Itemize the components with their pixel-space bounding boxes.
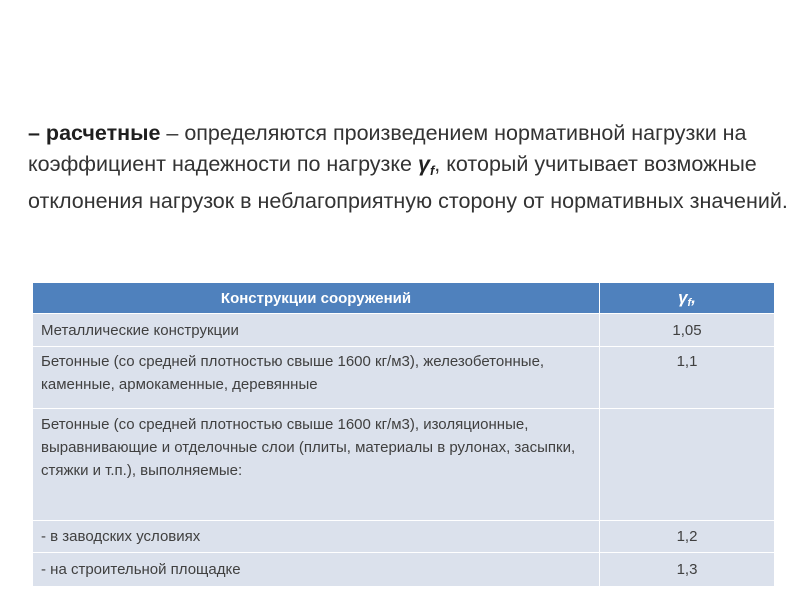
row-label: Бетонные (со средней плотностью свыше 1600 кг/м3), изоляционные, выравнивающие и отделочные слои (плиты, материалы в рулонах, засыпки, стяжки и т.п.), выполняемые: [33, 409, 600, 521]
gamma-f-symbol [418, 152, 434, 176]
intro-paragraph [28, 118, 788, 217]
row-label: - на строительной площадке [33, 553, 600, 587]
header-gamma-f [600, 283, 775, 314]
row-value: 1,05 [600, 314, 775, 347]
row-label: Металлические конструкции [33, 314, 600, 347]
row-value: 1,1 [600, 347, 775, 409]
load-factor-table [32, 282, 775, 587]
gamma-subscript: f [429, 163, 435, 178]
table-header-row [33, 283, 775, 314]
row-label: - в заводских условиях [33, 521, 600, 553]
intro-text-end: который учитывает возможные отклонения нагрузок в неблагоприятную сторону от нормативных значений. [28, 152, 788, 213]
intro-text: – определяются произведением нормативной нагрузки на коэффициент надежности по нагрузке [28, 121, 747, 176]
row-value [600, 409, 775, 521]
intro-comma: , [434, 152, 441, 176]
intro-lead: – расчетные [28, 121, 161, 145]
header-gamma-subscript: f [687, 296, 692, 309]
table-row [33, 409, 775, 521]
table-row [33, 347, 775, 409]
row-label: Бетонные (со средней плотностью свыше 1600 кг/м3), железобетонные, каменные, армокаменные, деревянные [33, 347, 600, 409]
gamma-symbol: γ [417, 152, 430, 176]
header-gamma-comma: , [691, 287, 696, 307]
row-value: 1,2 [600, 521, 775, 553]
table-row [33, 553, 775, 587]
table-row [33, 314, 775, 347]
header-gamma-symbol: γ [678, 287, 688, 307]
row-value: 1,3 [600, 553, 775, 587]
header-structures: Конструкции сооружений [33, 283, 600, 314]
table-row [33, 521, 775, 553]
